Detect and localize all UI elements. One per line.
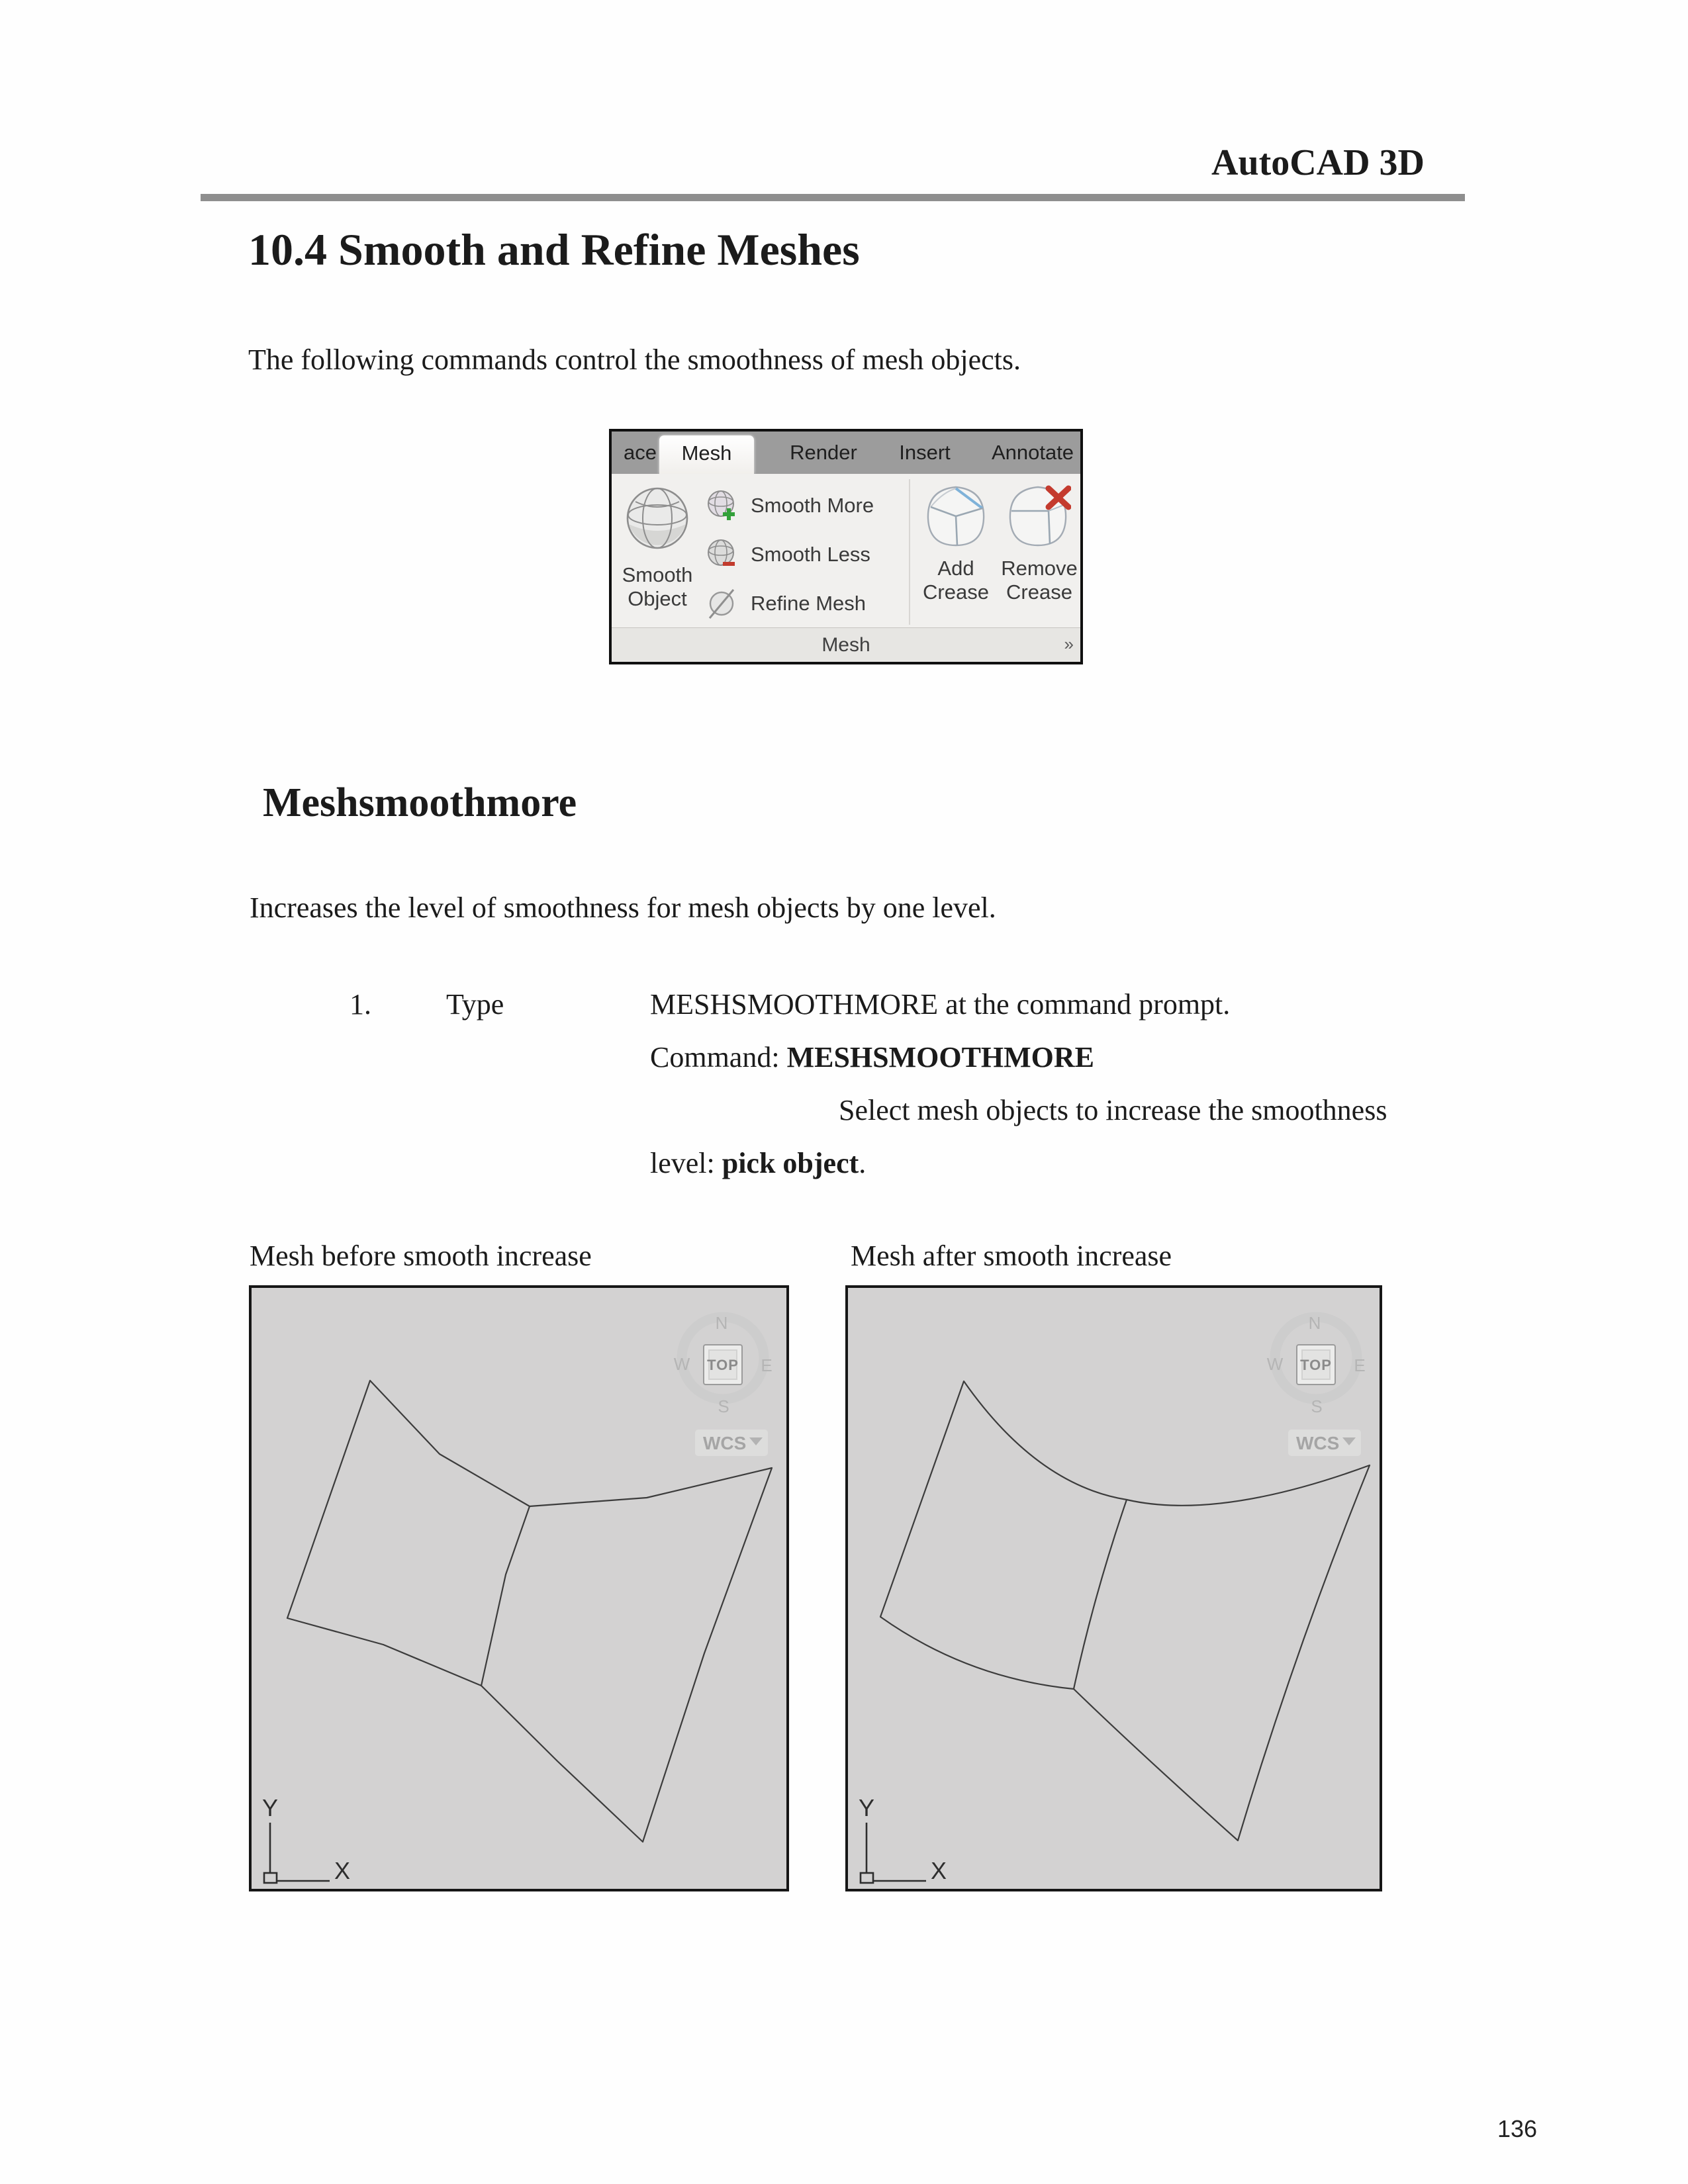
viewcube-face-label: TOP xyxy=(1300,1357,1332,1373)
step-command-line xyxy=(650,1040,1094,1074)
smooth-more-button[interactable] xyxy=(704,488,874,523)
step-number: 1. xyxy=(350,988,371,1021)
add-crease-button[interactable] xyxy=(920,474,992,630)
compass-south: S xyxy=(1311,1396,1323,1416)
axis-x-label: X xyxy=(334,1857,351,1884)
viewcube xyxy=(1267,1313,1366,1456)
viewport-before xyxy=(249,1285,789,1891)
wcs-dropdown[interactable] xyxy=(1288,1430,1361,1456)
mesh-sphere-icon xyxy=(625,486,690,551)
axis-x-label: X xyxy=(930,1857,947,1884)
tab-mesh[interactable]: Mesh xyxy=(659,435,754,474)
step-verb: Type xyxy=(446,988,504,1021)
smooth-object-label-line1: Smooth xyxy=(622,563,693,586)
tab-render[interactable]: Render xyxy=(790,441,857,464)
sphere-plus-icon xyxy=(704,488,739,523)
add-crease-label-line1: Add xyxy=(937,557,974,580)
page-number: 136 xyxy=(1497,2115,1538,2142)
subsection-heading: Meshsmoothmore xyxy=(263,780,577,825)
step-level-line xyxy=(650,1146,866,1180)
viewcube-top-button[interactable] xyxy=(1297,1345,1335,1385)
section-heading: 10.4 Smooth and Refine Meshes xyxy=(248,224,860,275)
ribbon-panel-footer xyxy=(612,627,1080,662)
subsection-description: Increases the level of smoothness for mesh objects by one level. xyxy=(250,891,996,924)
ribbon-mesh-panel xyxy=(612,474,1080,630)
wcs-dropdown[interactable] xyxy=(695,1430,768,1456)
page-header-title: AutoCAD 3D xyxy=(1211,142,1425,183)
panel-separator xyxy=(909,479,910,625)
ribbon-panel-title: Mesh xyxy=(821,634,870,656)
ribbon-tab-bar xyxy=(612,432,1080,474)
compass-north: N xyxy=(1308,1313,1321,1333)
refine-mesh-label: Refine Mesh xyxy=(751,592,867,615)
level-label: level: xyxy=(650,1147,722,1179)
step-select-line: Select mesh objects to increase the smoothness xyxy=(839,1094,1387,1126)
smooth-more-label: Smooth More xyxy=(751,494,874,517)
command-value: MESHSMOOTHMORE xyxy=(786,1041,1095,1073)
level-period: . xyxy=(859,1147,867,1179)
remove-crease-cube-icon xyxy=(1008,484,1071,548)
before-caption: Mesh before smooth increase xyxy=(250,1240,592,1272)
compass-south: S xyxy=(718,1396,729,1416)
viewcube-face-label: TOP xyxy=(707,1357,739,1373)
step-instruction: MESHSMOOTHMORE at the command prompt. xyxy=(650,988,1231,1021)
command-label: Command: xyxy=(650,1041,787,1073)
tab-insert[interactable]: Insert xyxy=(899,441,951,464)
compass-east: E xyxy=(761,1355,773,1375)
add-crease-label-line2: Crease xyxy=(923,580,989,604)
header-rule xyxy=(201,194,1465,201)
tab-surface-clipped[interactable]: ace xyxy=(624,441,657,464)
remove-crease-label-line2: Crease xyxy=(1006,580,1072,604)
level-value: pick object xyxy=(722,1147,859,1179)
remove-crease-label-line1: Remove xyxy=(1001,557,1078,580)
ucs-icon xyxy=(262,1794,350,1884)
refine-mesh-icon xyxy=(704,586,739,621)
intro-paragraph: The following commands control the smoothness of mesh objects. xyxy=(248,343,1021,376)
smooth-less-button[interactable] xyxy=(704,537,870,572)
smooth-object-label-line2: Object xyxy=(628,587,687,610)
compass-west: W xyxy=(673,1354,690,1374)
ribbon-screenshot xyxy=(609,429,1083,664)
wcs-label: WCS xyxy=(1296,1433,1340,1453)
compass-east: E xyxy=(1354,1355,1366,1375)
compass-west: W xyxy=(1266,1354,1284,1374)
compass-north: N xyxy=(715,1313,728,1333)
refine-mesh-button[interactable] xyxy=(704,586,866,621)
panel-expand-icon[interactable]: » xyxy=(1064,634,1074,654)
after-caption: Mesh after smooth increase xyxy=(851,1240,1172,1272)
sphere-minus-icon xyxy=(704,537,739,572)
remove-crease-button[interactable] xyxy=(1001,474,1078,630)
wcs-label: WCS xyxy=(703,1433,747,1453)
smooth-object-button[interactable] xyxy=(618,474,696,630)
ucs-icon xyxy=(859,1794,947,1884)
smooth-less-label: Smooth Less xyxy=(751,543,870,566)
add-crease-cube-icon xyxy=(925,484,986,548)
axis-y-label: Y xyxy=(858,1794,875,1821)
viewport-after xyxy=(845,1285,1382,1891)
tab-annotate[interactable]: Annotate xyxy=(991,441,1074,464)
viewcube-top-button[interactable] xyxy=(704,1345,742,1385)
viewcube xyxy=(674,1313,773,1456)
axis-y-label: Y xyxy=(261,1794,279,1821)
